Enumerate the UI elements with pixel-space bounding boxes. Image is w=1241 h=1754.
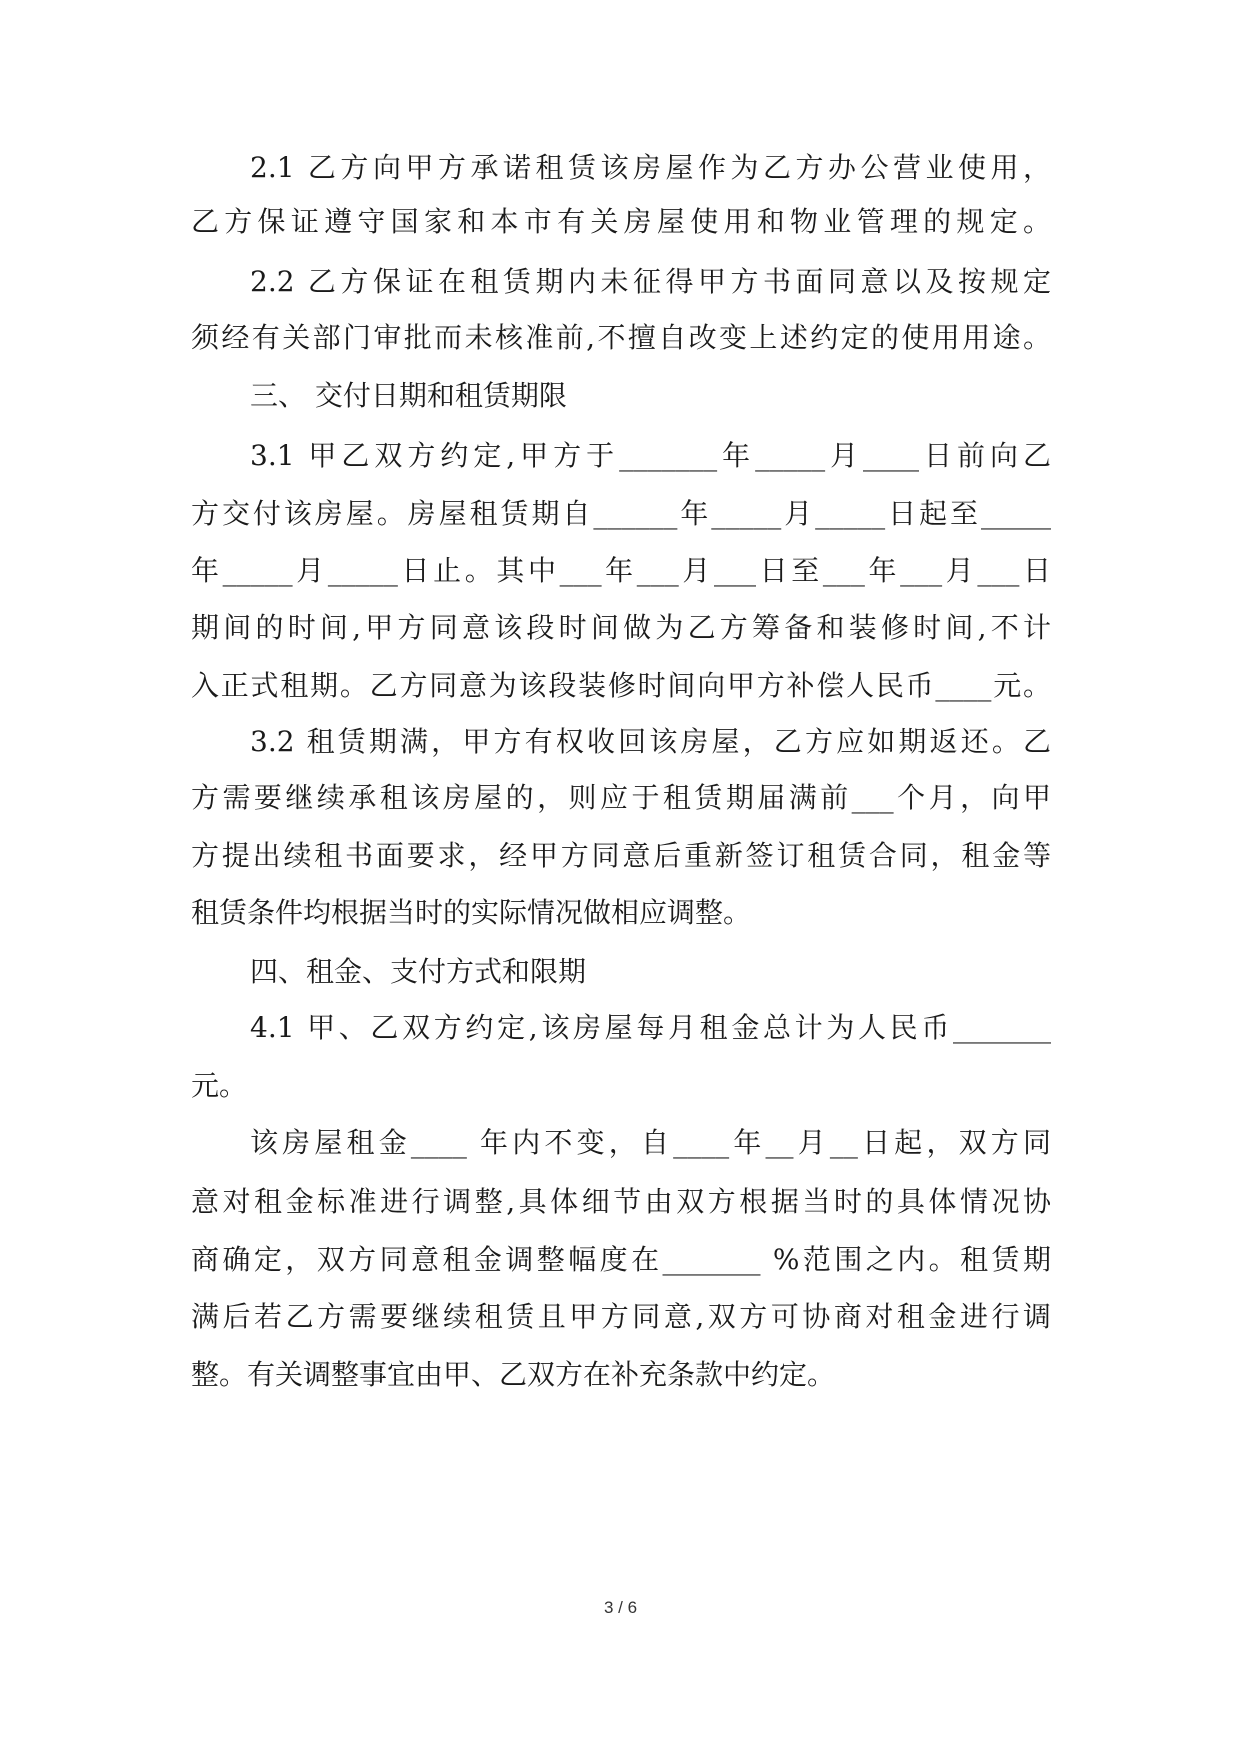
text-line-17: 元。 bbox=[191, 1069, 248, 1102]
text-line-22: 整。有关调整事宜由甲、乙双方在补充条款中约定。 bbox=[191, 1358, 836, 1391]
text-line-8: 年_____月_____日止。其中___年___月___日至___年___月___日 bbox=[191, 554, 1051, 587]
text-line-4: 须经有关部门审批而未核准前,不擅自改变上述约定的使用用途。 bbox=[191, 321, 1051, 354]
text-line-11: 3.2 租赁期满，甲方有权收回该房屋，乙方应如期返还。乙 bbox=[250, 725, 1051, 758]
section-heading-3: 三、 交付日期和租赁期限 bbox=[250, 379, 567, 412]
text-line-19: 意对租金标准进行调整,具体细节由双方根据当时的具体情况协 bbox=[191, 1185, 1051, 1218]
text-line-21: 满后若乙方需要继续租赁且甲方同意,双方可协商对租金进行调 bbox=[191, 1300, 1051, 1333]
text-line-9: 期间的时间,甲方同意该段时间做为乙方筹备和装修时间,不计 bbox=[191, 611, 1051, 644]
text-line-10: 入正式租期。乙方同意为该段装修时间向甲方补偿人民币____元。 bbox=[191, 669, 1051, 702]
text-line-3: 2.2 乙方保证在租赁期内未征得甲方书面同意以及按规定 bbox=[250, 265, 1051, 298]
text-line-12: 方需要继续承租该房屋的，则应于租赁期届满前___个月，向甲 bbox=[191, 781, 1051, 814]
page-number: 3 / 6 bbox=[603, 1598, 638, 1617]
text-line-13: 方提出续租书面要求，经甲方同意后重新签订租赁合同，租金等 bbox=[191, 839, 1051, 872]
text-line-18: 该房屋租金____ 年内不变，自____年__月__日起，双方同 bbox=[250, 1126, 1051, 1159]
text-line-2: 乙方保证遵守国家和本市有关房屋使用和物业管理的规定。 bbox=[191, 205, 1051, 238]
text-line-14: 租赁条件均根据当时的实际情况做相应调整。 bbox=[191, 896, 752, 929]
text-line-6: 3.1 甲乙双方约定,甲方于_______年_____月____日前向乙 bbox=[250, 439, 1051, 472]
text-line-7: 方交付该房屋。房屋租赁期自______年_____月_____日起至_____ bbox=[191, 497, 1051, 530]
text-line-20: 商确定，双方同意租金调整幅度在_______ %范围之内。租赁期 bbox=[191, 1243, 1051, 1276]
text-line-16: 4.1 甲、乙双方约定,该房屋每月租金总计为人民币_______ bbox=[250, 1011, 1051, 1044]
section-heading-4: 四、租金、支付方式和限期 bbox=[250, 955, 587, 988]
text-line-1: 2.1 乙方向甲方承诺租赁该房屋作为乙方办公营业使用， bbox=[250, 151, 1051, 184]
